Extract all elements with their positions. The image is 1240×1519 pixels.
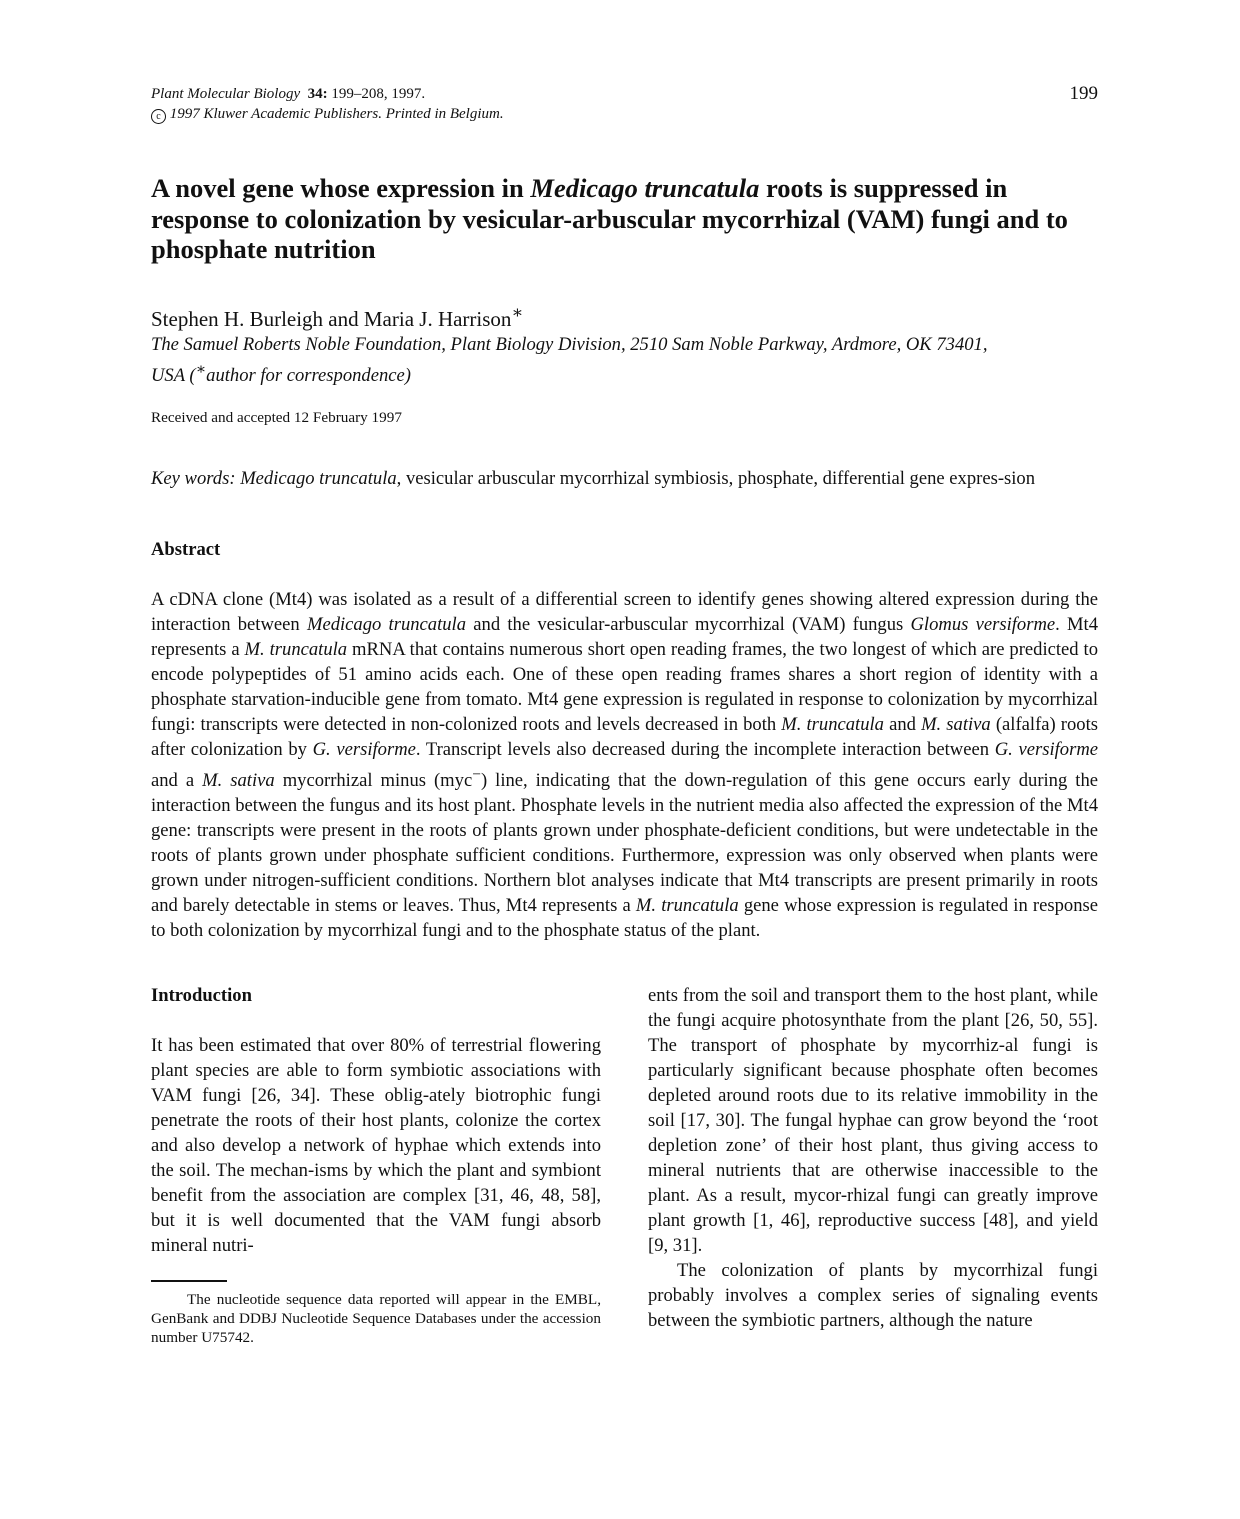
abstract-text: . Transcript levels also decreased during the incomplete interaction between <box>415 738 995 760</box>
journal-pages: 199–208, 1997. <box>331 86 426 102</box>
article-title <box>151 173 1098 265</box>
introduction-paragraph-1-continued: ents from the soil and transport them to the host plant, while the fungi acquire photosynthate from the plant [26, 50, 55]. The transport of phosphate by mycorrhiz-al fungi is particularly significant because phosphate often becomes depleted around roots due to its relative immobility in the soil [17, 30]. The fungal hyphae can grow beyond the ‘root depletion zone’ of their host plant, thus giving access to mineral nutrients that are otherwise inaccessible to the plant. As a result, mycor-rhizal fungi can greatly improve plant growth [1, 46], reproductive success [48], and yield [9, 31]. <box>648 984 1098 1256</box>
correspondence-mark: ∗ <box>511 301 524 322</box>
title-text: A novel gene whose expression in <box>151 173 531 203</box>
abstract-text: mycorrhizal minus (myc <box>274 769 473 791</box>
abstract-body <box>151 587 1098 943</box>
abstract-species: Glomus versiforme <box>910 613 1056 635</box>
title-text-rest: roots is suppressed in response to colonization by vesicular-arbuscular mycorrhizal (VAM) fungi and to phosphate nutrition <box>151 173 1068 264</box>
abstract-text: gene whose expression is regulated in response to both colonization by mycorrhizal fungi and to the phosphate status of the plant. <box>151 894 1098 941</box>
abstract-species: M. sativa <box>202 769 275 791</box>
affiliation <box>151 332 1098 388</box>
keywords <box>151 466 1098 491</box>
abstract-text: ) line, indicating that the down-regulation of this gene occurs early during the interaction between the fungus and its host plant. Phosphate levels in the nutrient media also affected the expression of the Mt4 gene: transcripts were present in the roots of plants grown under phosphate-deficient conditions, but were undetectable in the roots of plants grown under phosphate sufficient conditions. Furthermore, expression was only observed when plants were grown under nitrogen-sufficient conditions. Northern blot analyses indicate that Mt4 transcripts are present primarily in roots and barely detectable in stems or leaves. Thus, Mt4 represents a <box>151 769 1098 916</box>
affiliation-note: author for correspondence) <box>206 364 411 386</box>
abstract-species: Medicago truncatula <box>306 613 467 635</box>
myc-minus-superscript: − <box>472 765 481 783</box>
running-head <box>151 84 1098 124</box>
affiliation-country: USA ( <box>151 364 196 386</box>
keywords-list: , vesicular arbuscular mycorrhizal symbiosis, phosphate, differential gene expres-sion <box>396 467 1036 489</box>
affiliation-line-2 <box>151 357 1098 388</box>
abstract-heading: Abstract <box>151 538 221 560</box>
author-list <box>151 299 1098 332</box>
left-column <box>151 983 601 1403</box>
title-species: Medicago truncatula <box>530 173 760 203</box>
abstract-species: M. truncatula <box>635 894 739 916</box>
introduction-paragraph-2: The colonization of plants by mycorrhizal fungi probably involves a complex series of signaling events between the symbiotic partners, although the nature <box>648 1259 1098 1331</box>
body-columns <box>151 983 1098 1403</box>
footnote: The nucleotide sequence data reported will appear in the EMBL, GenBank and DDBJ Nucleotide Sequence Databases under the accession number U75742. <box>151 1290 601 1346</box>
abstract-species: M. truncatula <box>244 638 348 660</box>
paper-page <box>151 84 1098 1403</box>
copyright-icon: c <box>151 109 166 124</box>
abstract-text: and the vesicular-arbuscular mycorrhizal (VAM) fungus <box>466 613 911 635</box>
abstract-text: A cDNA clone (Mt4) was isolated as a result of a differential screen to identify genes showing altered expression during the interaction between <box>151 588 1098 635</box>
journal-citation <box>151 84 1098 104</box>
keywords-species: Medicago truncatula <box>240 467 397 489</box>
affiliation-line-1: The Samuel Roberts Noble Foundation, Plant Biology Division, 2510 Sam Noble Parkway, Ardmore, OK 73401, <box>151 333 988 355</box>
abstract-text: and a <box>151 769 203 791</box>
abstract-text: . Mt4 represents a <box>151 613 1099 660</box>
abstract-text: mRNA that contains numerous short open reading frames, the two longest of which are predicted to encode polypeptides of 51 amino acids each. One of these open reading frames shares a short region of identity with a phosphate starvation-inducible gene from tomato. Mt4 gene expression is regulated in response to colonization by mycorrhizal fungi: transcripts were detected in non-colonized roots and levels decreased in both <box>151 638 1098 735</box>
abstract-species: M. truncatula <box>781 713 884 735</box>
journal-volume: 34: <box>307 86 328 102</box>
footnote-divider <box>151 1280 227 1282</box>
journal-name: Plant Molecular Biology <box>151 86 301 102</box>
page-number: 199 <box>1069 83 1098 104</box>
abstract-text: and <box>883 713 922 735</box>
authors-text: Stephen H. Burleigh and Maria J. Harrison <box>151 306 512 331</box>
introduction-heading: Introduction <box>151 984 252 1006</box>
copyright-text: 1997 Kluwer Academic Publishers. Printed in Belgium. <box>169 106 504 122</box>
abstract-species: M. sativa <box>921 713 991 735</box>
abstract-species: G. versiforme <box>994 738 1098 760</box>
keywords-label: Key words: <box>151 467 236 489</box>
affiliation-mark: ∗ <box>195 360 207 378</box>
abstract-species: G. versiforme <box>312 738 416 760</box>
right-column <box>648 983 1098 1403</box>
copyright-line <box>151 104 1098 124</box>
abstract-text: (alfalfa) roots after colonization by <box>151 713 1098 760</box>
received-date: Received and accepted 12 February 1997 <box>151 408 402 426</box>
introduction-paragraph-1: It has been estimated that over 80% of terrestrial flowering plant species are able to form symbiotic associations with VAM fungi [26, 34]. These oblig-ately biotrophic fungi penetrate the roots of their host plants, colonize the cortex and also develop a network of hyphae which extends into the soil. The mechan-isms by which the plant and symbiont benefit from the association are complex [31, 46, 48, 58], but it is well documented that the VAM fungi absorb mineral nutri- <box>151 1034 601 1256</box>
